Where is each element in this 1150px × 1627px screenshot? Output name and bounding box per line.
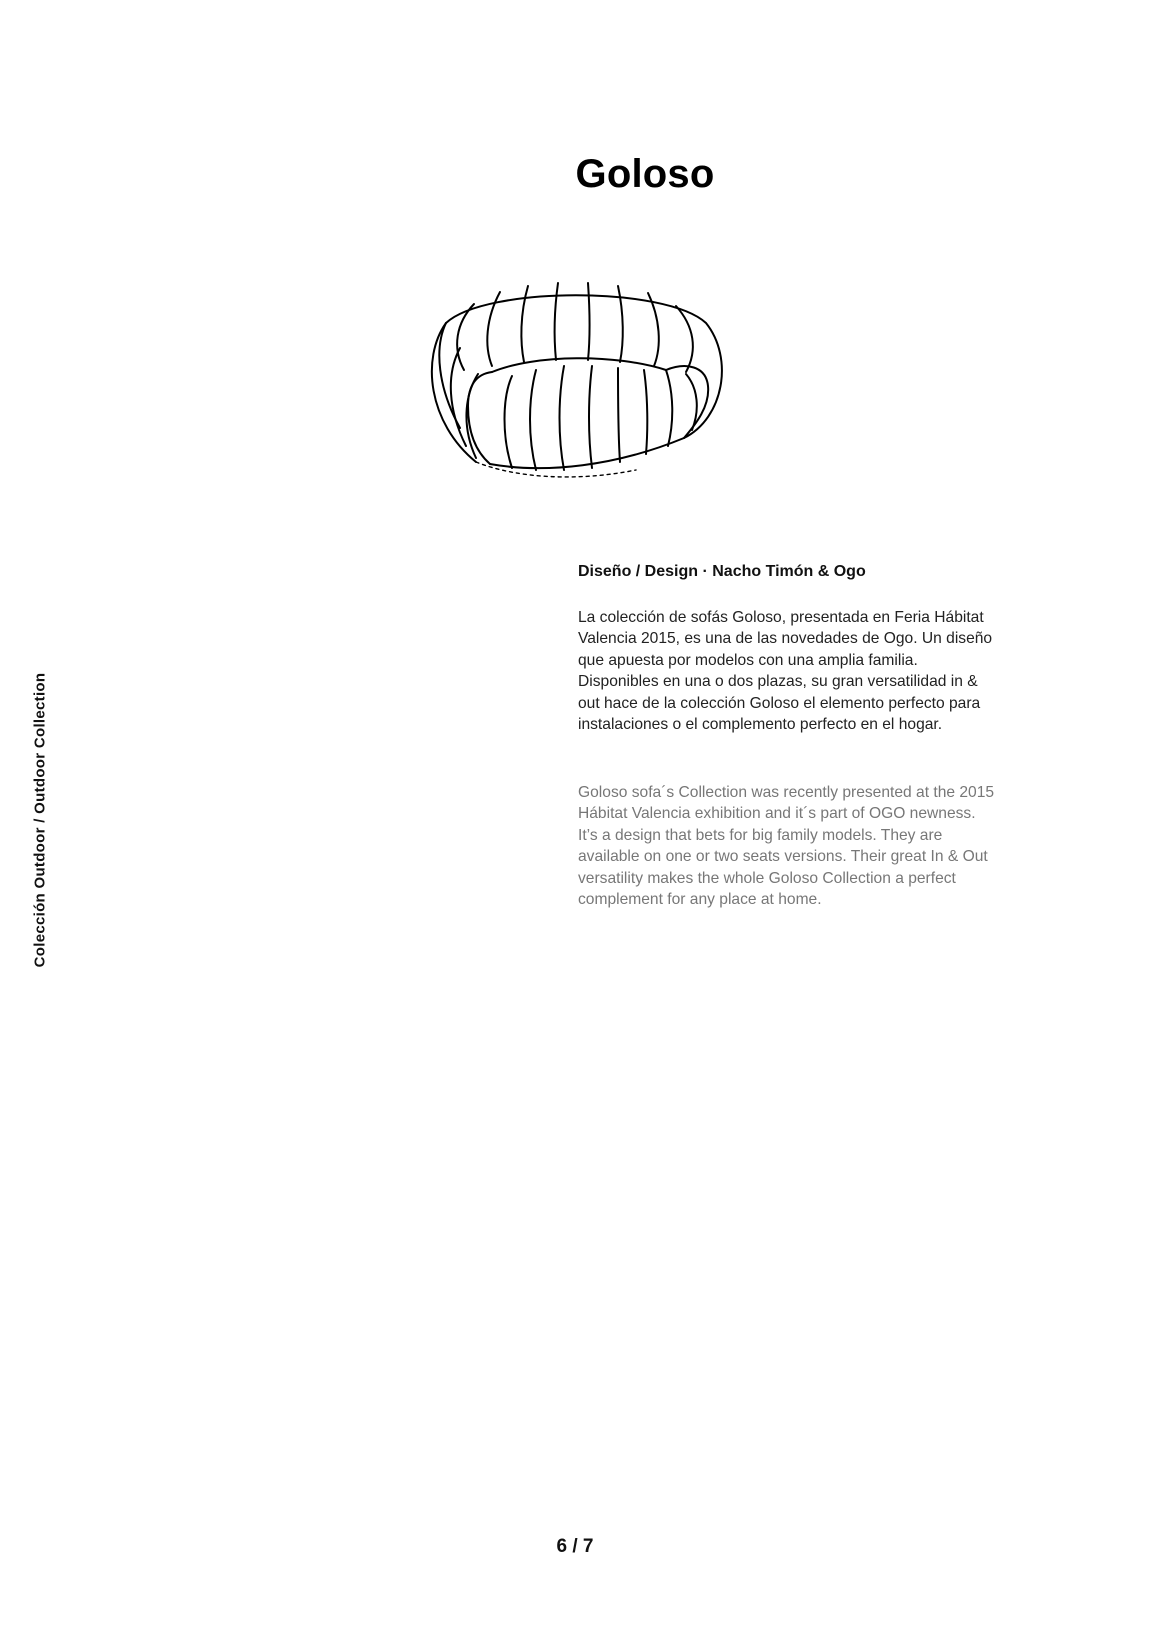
description-english: Goloso sofa´s Collection was recently presented at the 2015 Hábitat Valencia exhibition and it´s part of OGO newness. It’s a design that bets for big family models. They are available on one or two seats versions. Their great In & Out versatility makes the whole Goloso Collection a perfect complement for any place at home. [578, 783, 995, 909]
collection-side-label: Colección Outdoor / Outdoor Collection [31, 672, 49, 968]
product-title: Goloso [575, 152, 715, 196]
page-number: 6 / 7 [556, 1536, 594, 1557]
description-column [578, 562, 998, 911]
goloso-sofa-illustration [416, 278, 736, 490]
design-credit: Diseño / Design · Nacho Timón & Ogo [578, 563, 866, 580]
description-spanish: La colección de sofás Goloso, presentada en Feria Hábitat Valencia 2015, es una de las novedades de Ogo. Un diseño que apuesta por modelos con una amplia familia. Disponibles en una o dos plazas, su gran versatilidad in & out hace de la colección Goloso el elemento perfecto para instalaciones o el complemento perfecto en el hogar. [578, 608, 993, 734]
